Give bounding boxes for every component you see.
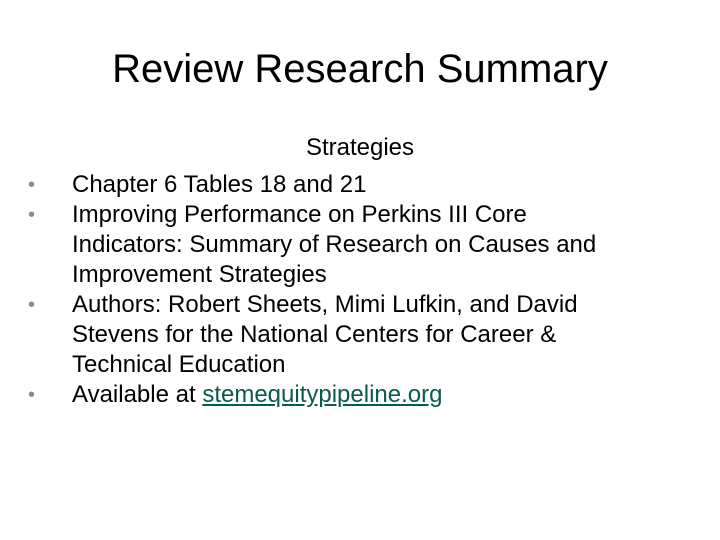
bullet-icon: • (28, 294, 36, 316)
bullet-text: Improving Performance on Perkins III Core Indicators: Summary of Research on Causes and Improvement Strategies (72, 201, 597, 288)
bullet-text: Chapter 6 Tables 18 and 21 (72, 171, 367, 198)
bullet-text-prefix: Available at (72, 381, 203, 408)
bullet-icon: • (28, 174, 36, 196)
bullet-text: Authors: Robert Sheets, Mimi Lufkin, and David Stevens for the National Centers for Career & Technical Education (72, 291, 578, 378)
list-item (0, 380, 632, 410)
bullet-list (0, 170, 720, 410)
list-item (0, 200, 632, 290)
bullet-icon: • (28, 384, 36, 406)
list-item (0, 170, 632, 200)
list-item (0, 290, 632, 380)
slide-title: Review Research Summary (112, 47, 608, 91)
stemequitypipeline-link[interactable]: stemequitypipeline.org (202, 381, 443, 408)
bullet-icon: • (28, 204, 36, 226)
slide-subheading: Strategies (305, 134, 415, 161)
